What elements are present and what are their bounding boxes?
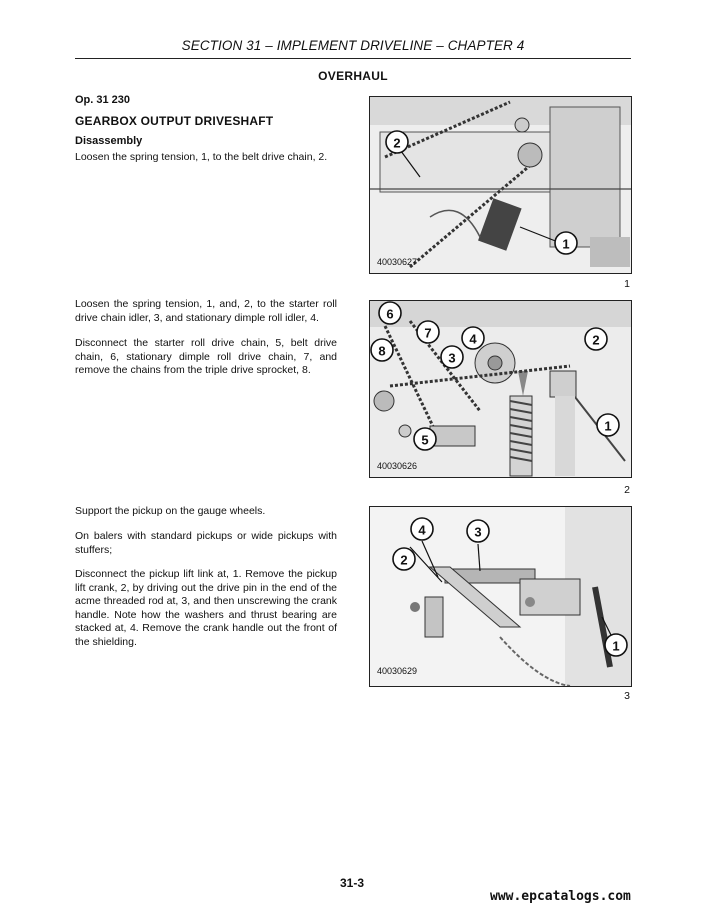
- svg-text:1: 1: [612, 638, 620, 654]
- svg-text:5: 5: [421, 432, 429, 448]
- figure-2-code: 40030626: [377, 461, 418, 471]
- page-heading: OVERHAUL: [318, 69, 388, 83]
- section-header: SECTION 31 – IMPLEMENT DRIVELINE – CHAPTER 4: [181, 38, 525, 53]
- step-3-text-c: Disconnect the pickup lift link at, 1. Remove the pickup lift crank, 2, by driving out the drive pin in the end of the acme threaded rod at, 3, and then unscrewing the crank handle. Note how the washers and thrust bearing are stacked at, 4. Remove the crank handle out the front of the shielding.: [75, 568, 337, 648]
- svg-text:2: 2: [592, 332, 600, 348]
- svg-text:3: 3: [448, 350, 456, 366]
- disassembly-subheading: Disassembly: [75, 135, 143, 147]
- figure-3-callout-4: [411, 518, 433, 540]
- step-2-text-b: Disconnect the starter roll drive chain, 5, belt drive chain, 6, stationary dimple roll drive chain, 7, and remove the chains from the triple drive sprocket, 8.: [75, 337, 337, 376]
- figure-1-photo: [369, 96, 632, 274]
- figure-1-illustration: [370, 97, 631, 273]
- figure-3-callout-2: [393, 548, 415, 570]
- svg-text:2: 2: [400, 552, 408, 568]
- figure-2-callout-1: [597, 414, 619, 436]
- operation-title: GEARBOX OUTPUT DRIVESHAFT: [75, 114, 274, 128]
- svg-text:1: 1: [562, 236, 570, 252]
- figure-2-callout-7: [417, 321, 439, 343]
- figure-2-callout-5: [414, 428, 436, 450]
- svg-text:4: 4: [418, 522, 426, 538]
- svg-text:7: 7: [424, 325, 432, 341]
- step-3-text-a: Support the pickup on the gauge wheels.: [75, 505, 266, 517]
- figure-3-illustration: [370, 507, 631, 686]
- figure-3-callout-1: [605, 634, 627, 656]
- step-1-text: Loosen the spring tension, 1, to the belt drive chain, 2.: [75, 151, 328, 163]
- figure-2-illustration: [370, 301, 631, 477]
- step-3-text-b: On balers with standard pickups or wide pickups with stuffers;: [75, 530, 337, 556]
- figure-1-code: 40030627: [377, 257, 418, 267]
- figure-2-callout-2: [585, 328, 607, 350]
- figure-2-callout-6: [379, 302, 401, 324]
- figure-1-number: 1: [624, 278, 630, 290]
- svg-text:3: 3: [474, 524, 482, 540]
- figure-2-callout-8: [371, 339, 393, 361]
- header-divider: [75, 58, 631, 59]
- figure-3-photo: [369, 506, 632, 687]
- figure-3-number: 3: [624, 690, 630, 702]
- svg-text:6: 6: [386, 306, 394, 322]
- page-number: 31-3: [339, 876, 365, 890]
- figure-3-callout-3: [467, 520, 489, 542]
- step-2-text-a: Loosen the spring tension, 1, and, 2, to the starter roll drive chain idler, 3, and stationary dimple roll idler, 4.: [75, 298, 337, 324]
- svg-text:4: 4: [469, 331, 477, 347]
- figure-1-callout-1: [555, 232, 577, 254]
- figure-2-callout-3: [441, 346, 463, 368]
- figure-2-number: 2: [624, 484, 630, 496]
- svg-text:2: 2: [393, 135, 401, 151]
- operation-number: Op. 31 230: [75, 94, 131, 106]
- figure-3-code: 40030629: [377, 666, 418, 676]
- watermark: www.epcatalogs.com: [490, 889, 631, 904]
- figure-2-callout-4: [462, 327, 484, 349]
- svg-text:8: 8: [378, 343, 386, 359]
- figure-1-callout-2: [386, 131, 408, 153]
- svg-text:1: 1: [604, 418, 612, 434]
- figure-2-photo: [369, 300, 632, 478]
